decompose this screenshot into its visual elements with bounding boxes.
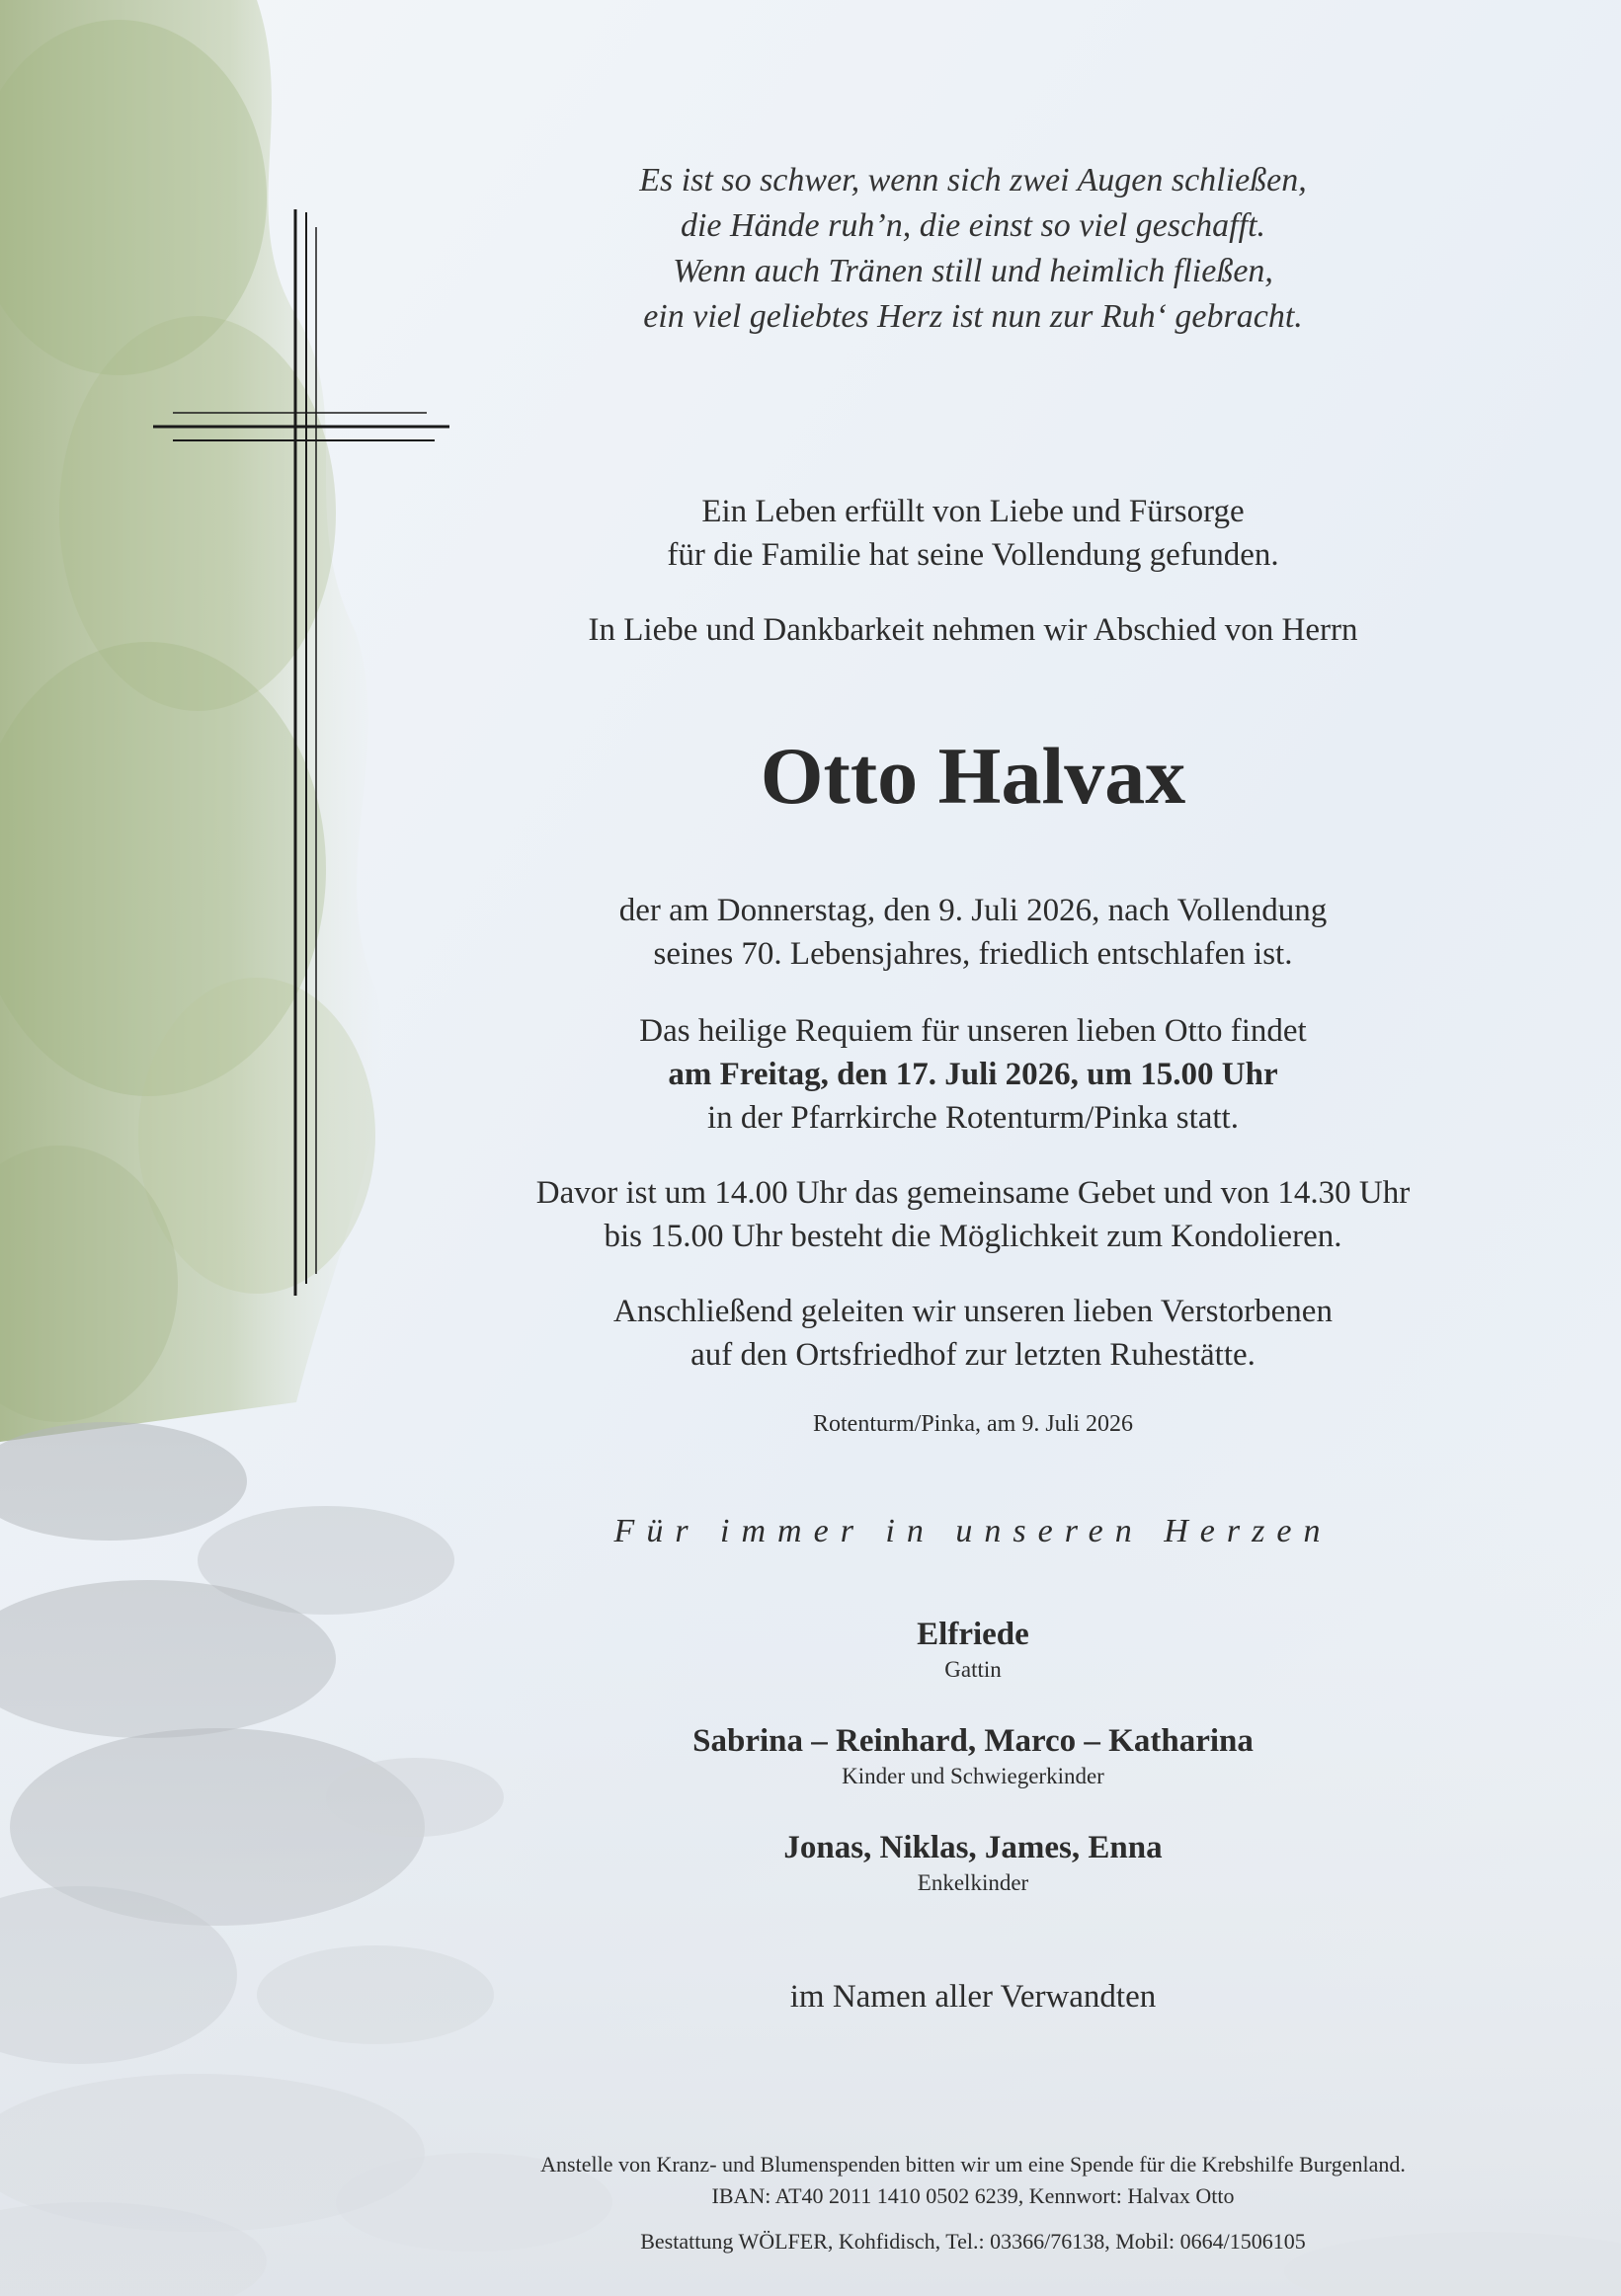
mourner-name: Sabrina – Reinhard, Marco – Katharina <box>692 1723 1254 1759</box>
poem-line: die Hände ruh’n, die einst so viel geschafft. <box>680 207 1266 244</box>
donation-request: Anstelle von Kranz- und Blumenspenden bitten wir um eine Spende für die Krebshilfe Burgenland. <box>540 2152 1406 2177</box>
requiem-line: Das heilige Requiem für unseren lieben Otto findet <box>639 1013 1307 1049</box>
deceased-name: Otto Halvax <box>760 731 1186 821</box>
death-notice <box>415 889 1531 976</box>
burial-line: Anschließend geleiten wir unseren lieben Verstorbenen <box>613 1294 1333 1329</box>
poem-line: Wenn auch Tränen still und heimlich fließen, <box>673 253 1273 289</box>
poem-line: Es ist so schwer, wenn sich zwei Augen schließen, <box>639 162 1307 198</box>
farewell-line: In Liebe und Dankbarkeit nehmen wir Abschied von Herrn <box>588 612 1358 648</box>
intro-line: Ein Leben erfüllt von Liebe und Fürsorge <box>701 494 1245 529</box>
prayer-line: Davor ist um 14.00 Uhr das gemeinsame Gebet und von 14.30 Uhr <box>535 1175 1411 1211</box>
undertaker-contact: Bestattung WÖLFER, Kohfidisch, Tel.: 03366/76138, Mobil: 0664/1506105 <box>640 2229 1306 2254</box>
mourner-role: Enkelkinder <box>917 1870 1029 1895</box>
poem-line: ein viel geliebtes Herz ist nun zur Ruh‘ gebracht. <box>643 298 1303 335</box>
forever-motto: Für immer in unseren Herzen <box>613 1513 1333 1549</box>
footer <box>415 2149 1531 2257</box>
intro-line: für die Familie hat seine Vollendung gefunden. <box>667 537 1279 573</box>
requiem-location: in der Pfarrkirche Rotenturm/Pinka statt. <box>707 1100 1239 1136</box>
mourners-list <box>415 1614 1531 1934</box>
memorial-poem <box>415 158 1531 340</box>
mourner-role: Gattin <box>944 1657 1002 1682</box>
burial-line: auf den Ortsfriedhof zur letzten Ruhestätte. <box>690 1337 1256 1373</box>
place-date: Rotenturm/Pinka, am 9. Juli 2026 <box>813 1411 1133 1437</box>
death-line: seines 70. Lebensjahres, friedlich entschlafen ist. <box>653 936 1293 972</box>
requiem-date: am Freitag, den 17. Juli 2026, um 15.00 Uhr <box>668 1057 1278 1092</box>
requiem-info <box>415 1009 1531 1140</box>
mourner-role: Kinder und Schwiegerkinder <box>842 1764 1104 1788</box>
burial-info <box>415 1290 1531 1377</box>
iban-info: IBAN: AT40 2011 1410 0502 6239, Kennwort: Halvax Otto <box>711 2183 1235 2208</box>
prayer-line: bis 15.00 Uhr besteht die Möglichkeit zum Kondolieren. <box>604 1219 1342 1254</box>
death-line: der am Donnerstag, den 9. Juli 2026, nach Vollendung <box>618 893 1328 928</box>
life-summary <box>415 490 1531 577</box>
mourner-name: Elfriede <box>917 1617 1029 1652</box>
relatives-line: im Namen aller Verwandten <box>789 1979 1157 2015</box>
mourner-name: Jonas, Niklas, James, Enna <box>783 1830 1163 1865</box>
prayer-info <box>415 1171 1531 1258</box>
